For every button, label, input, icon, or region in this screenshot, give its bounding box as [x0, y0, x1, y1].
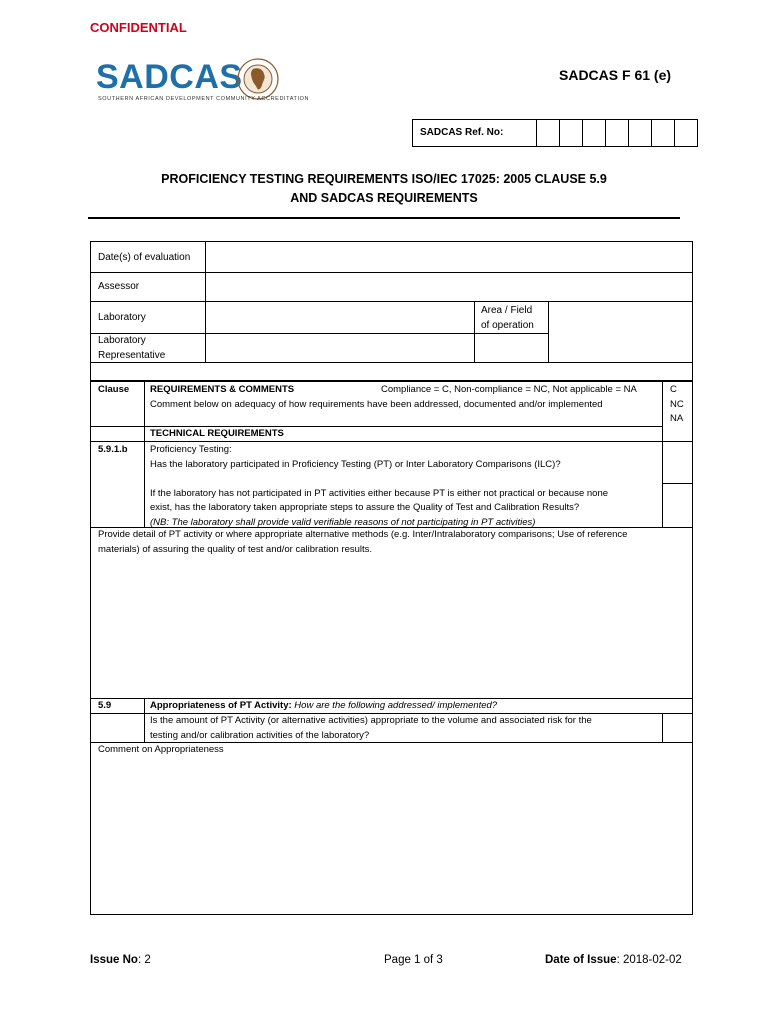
date-of-evaluation-field[interactable] — [207, 243, 691, 271]
ref-digit-cell[interactable] — [537, 120, 560, 146]
issue-value: : 2 — [137, 954, 151, 966]
logo-text: SADCAS — [96, 58, 243, 96]
logo-seal-icon — [236, 57, 280, 101]
evaluation-info-table — [90, 241, 693, 381]
ref-digit-cell[interactable] — [675, 120, 697, 146]
code-nc: NC — [670, 398, 684, 410]
appropriateness-title: Appropriateness of PT Activity: — [150, 700, 292, 711]
area-of-operation-field[interactable] — [550, 302, 691, 361]
logo-subtitle: SOUTHERN AFRICAN DEVELOPMENT COMMUNITY ACCREDITATION — [98, 96, 310, 102]
clause-5-9: 5.9 — [98, 700, 112, 711]
ref-digit-cell[interactable] — [606, 120, 629, 146]
ref-digit-cell[interactable] — [560, 120, 583, 146]
pt-question-1: Has the laboratory participated in Proficiency Testing (PT) or Inter Laboratory Comparisons (ILC)? — [150, 458, 561, 470]
date-of-issue-value: : 2018-02-02 — [616, 954, 682, 966]
lab-rep-label-line-1: Laboratory — [98, 335, 146, 346]
confidential-label: CONFIDENTIAL — [90, 20, 187, 35]
date-of-issue — [545, 954, 682, 966]
pt-question-2b: exist, has the laboratory taken appropriate steps to assure the Quality of Test and Calibration Results? — [150, 502, 580, 513]
document-title — [90, 170, 678, 208]
lab-representative-field[interactable] — [207, 334, 473, 361]
date-of-evaluation-label: Date(s) of evaluation — [98, 252, 191, 263]
area-field-label — [481, 303, 534, 333]
lab-representative-label — [98, 333, 165, 363]
ref-label: SADCAS Ref. No: — [413, 120, 537, 146]
appropriateness-heading — [150, 699, 497, 714]
compliance-codes — [670, 383, 684, 427]
pt-detail-comment-area[interactable] — [92, 558, 692, 697]
pt-q1-compliance-cell[interactable] — [663, 442, 692, 483]
appropriateness-q1-line-2: testing and/or calibration activities of the laboratory? — [150, 729, 370, 741]
page-number: Page 1 of 3 — [384, 954, 443, 966]
appropriateness-question: How are the following addressed/ implemented? — [294, 700, 498, 711]
assessor-field[interactable] — [207, 273, 691, 300]
assessor-label: Assessor — [98, 281, 140, 292]
issue-label: Issue No — [90, 954, 138, 966]
issue-number — [90, 954, 151, 966]
provide-detail-text — [98, 528, 693, 557]
pt-question-2a: If the laboratory has not participated in PT activities either because PT is either not practical or because none — [150, 487, 609, 499]
requirements-table — [90, 381, 693, 915]
laboratory-label: Laboratory — [98, 312, 146, 323]
ref-digit-cell[interactable] — [652, 120, 675, 146]
lab-rep-label-line-2: Representative — [98, 350, 166, 361]
pt-block — [150, 443, 660, 530]
code-na: NA — [670, 413, 684, 424]
technical-requirements-heading: TECHNICAL REQUIREMENTS — [150, 428, 284, 439]
clause-5-9-1-b: 5.9.1.b — [98, 444, 128, 455]
title-line-1: PROFICIENCY TESTING REQUIREMENTS ISO/IEC 17025: 2005 CLAUSE 5.9 — [161, 172, 607, 186]
area-label-line-1: Area / Field — [481, 305, 533, 316]
title-line-2: AND SADCAS REQUIREMENTS — [290, 191, 478, 205]
pt-title: Proficiency Testing: — [150, 444, 232, 455]
date-of-issue-label: Date of Issue — [545, 954, 617, 966]
compliance-legend: Compliance = C, Non-compliance = NC, Not applicable = NA — [381, 384, 637, 395]
pt-q2-compliance-cell[interactable] — [663, 484, 692, 527]
provide-detail-line-2: materials) of assuring the quality of test and/or calibration results. — [98, 543, 373, 555]
ref-digit-cell[interactable] — [583, 120, 606, 146]
area-label-line-2: of operation — [481, 320, 534, 331]
pt-nb-note: (NB: The laboratory shall provide valid verifiable reasons of not participating in PT activities) — [150, 516, 536, 528]
form-number: SADCAS F 61 (e) — [559, 67, 672, 83]
comment-instruction: Comment below on adequacy of how requirements have been addressed, documented and/or implemented — [150, 399, 603, 410]
appropriateness-comment-area[interactable] — [92, 758, 692, 914]
provide-detail-line-1: Provide detail of PT activity or where appropriate alternative methods (e.g. Inter/Intralaboratory comparisons; Use of reference — [98, 529, 628, 540]
appropriateness-compliance-cell[interactable] — [663, 714, 692, 742]
sadcas-logo — [96, 55, 310, 107]
ref-number-box — [412, 119, 698, 147]
comment-appropriateness-label: Comment on Appropriateness — [98, 744, 224, 755]
laboratory-field[interactable] — [207, 302, 473, 332]
ref-digit-cell[interactable] — [629, 120, 652, 146]
appropriateness-q1-line-1: Is the amount of PT Activity (or alternative activities) appropriate to the volume and associated risk for the — [150, 715, 592, 726]
appropriateness-q1 — [150, 714, 660, 743]
requirements-header: REQUIREMENTS & COMMENTS — [150, 384, 295, 395]
clause-header: Clause — [98, 384, 130, 395]
title-divider — [88, 217, 680, 219]
code-c: C — [670, 384, 677, 395]
